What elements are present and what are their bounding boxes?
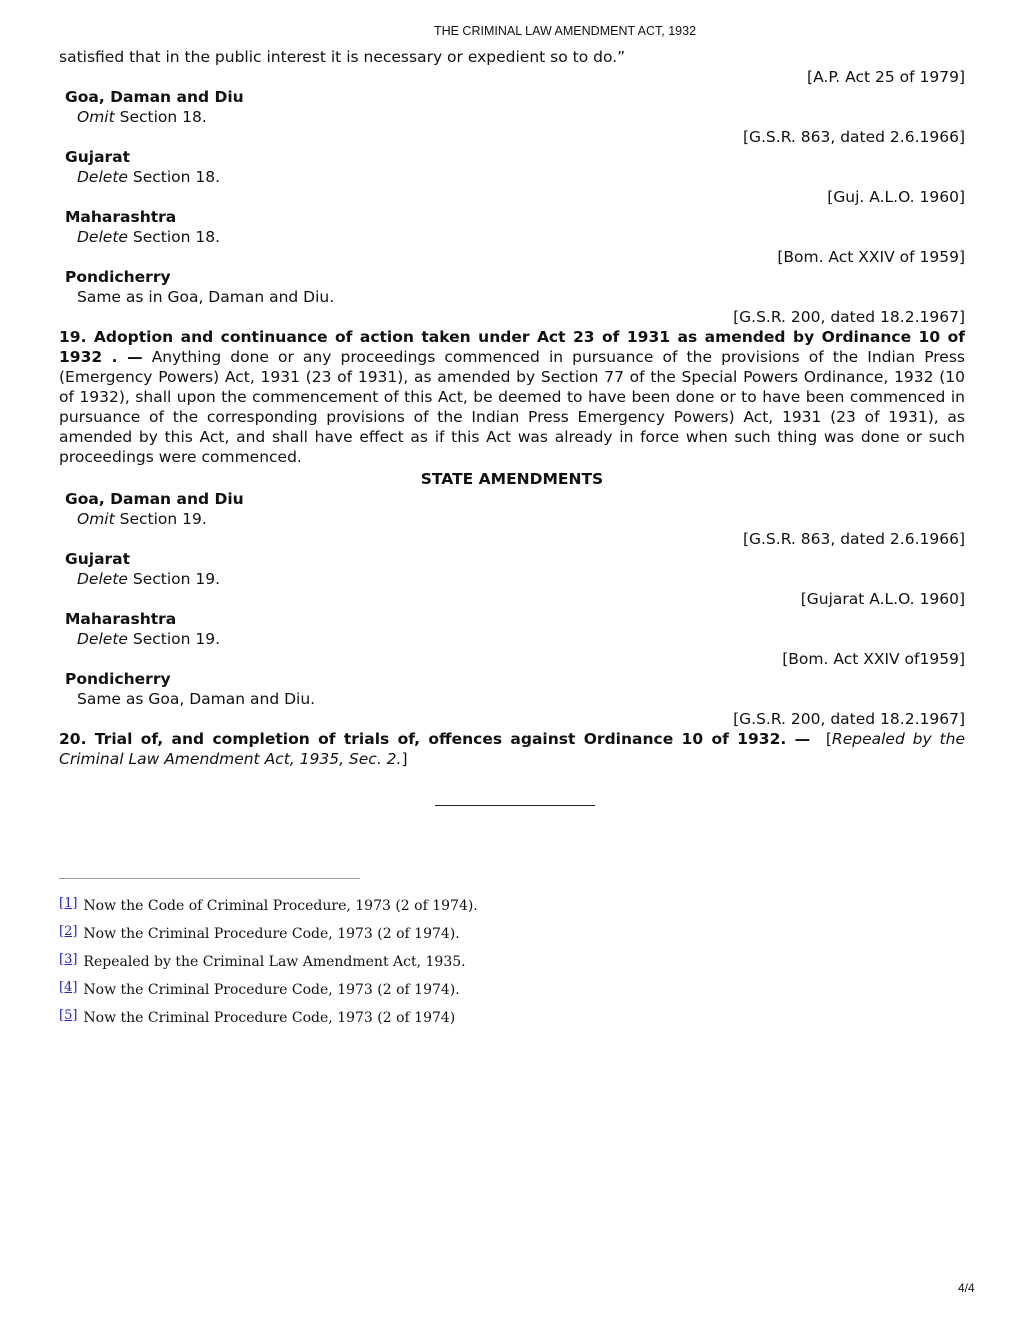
amendment-citation: [Guj. A.L.O. 1960]	[827, 188, 965, 206]
footnote-text: Now the Criminal Procedure Code, 1973 (2 of 1974).	[83, 982, 460, 998]
amendment-action	[59, 287, 965, 307]
intro-citation: [A.P. Act 25 of 1979]	[807, 68, 965, 86]
intro-line: satisfied that in the public interest it is necessary or expedient so to do.”	[59, 48, 626, 66]
state-name: Goa, Daman and Diu	[65, 88, 244, 106]
action-text: Section 18.	[114, 108, 207, 126]
action-verb: Omit	[77, 108, 115, 126]
action-text: Section 19.	[114, 510, 207, 528]
footnote	[59, 1003, 659, 1031]
section-19-heading: 19. Adoption and continuance of action taken under Act 23 of 1931 as amended by Ordinance 10 of 1932 . —	[59, 328, 965, 366]
action-verb: Omit	[77, 510, 115, 528]
amendment-citation: [Bom. Act XXIV of1959]	[782, 650, 965, 668]
page-number: 4/4	[958, 1281, 975, 1295]
amendment-action	[59, 167, 965, 187]
state-amendments-title: STATE AMENDMENTS	[420, 470, 604, 488]
amendment-action	[59, 689, 965, 709]
footnote-text: Now the Criminal Procedure Code, 1973 (2 of 1974)	[83, 1010, 456, 1026]
footnote	[59, 947, 659, 975]
document-body	[59, 47, 965, 769]
section-20-repeal-note: Repealed by the Criminal Law Amendment Act, 1935, Sec. 2.	[59, 730, 965, 768]
footnote	[59, 891, 659, 919]
footnote-link[interactable]: [5]	[59, 1008, 78, 1023]
amendment-citation: [G.S.R. 863, dated 2.6.1966]	[742, 530, 965, 548]
footnote-link[interactable]: [4]	[59, 980, 78, 995]
amendment-citation: [G.S.R. 863, dated 2.6.1966]	[742, 128, 965, 146]
state-name: Maharashtra	[65, 208, 177, 226]
section-19-body: Anything done or any proceedings commenced in pursuance of the provisions of the Indian Press (Emergency Powers) Act, 1931 (23 of 1931), as amended by Section 77 of the Special Powers Ordinance, 1932 (10 of 1932), shall upon the commencement of this Act, be deemed to have been done or to have been commenced in pursuance of the corresponding provisions of the Indian Press Emergency Powers) Act, 1931 (23 of 1931), as amended by this Act, and shall have effect as if this Act was already in force when such thing was done or such proceedings were commenced.	[59, 348, 965, 466]
state-name: Maharashtra	[65, 610, 177, 628]
amendment-citation: [Gujarat A.L.O. 1960]	[800, 590, 965, 608]
action-text: Same as Goa, Daman and Diu.	[77, 690, 316, 708]
amendment-citation: [G.S.R. 200, dated 18.2.1967]	[733, 710, 965, 728]
action-verb: Delete	[77, 168, 128, 186]
section-18-amendments	[59, 87, 965, 327]
action-text: Same as in Goa, Daman and Diu.	[77, 288, 335, 306]
footnote	[59, 919, 659, 947]
footnote-text: Now the Code of Criminal Procedure, 1973 (2 of 1974).	[83, 898, 478, 914]
section-20-heading: 20. Trial of, and completion of trials of, offences against Ordinance 10 of 1932. —	[59, 730, 811, 748]
section-20	[59, 729, 965, 769]
action-verb: Delete	[77, 570, 128, 588]
footnote-link[interactable]: [2]	[59, 924, 78, 939]
amendment-citation: [Bom. Act XXIV of 1959]	[777, 248, 965, 266]
amendment-action	[59, 107, 965, 127]
section-19-amendments	[59, 489, 965, 729]
action-text: Section 18.	[127, 168, 221, 186]
state-name: Gujarat	[65, 550, 131, 568]
amendment-action	[59, 569, 965, 589]
footnotes	[59, 891, 659, 1031]
footnote-text: Now the Criminal Procedure Code, 1973 (2 of 1974).	[83, 926, 460, 942]
section-20-open-bracket: [	[810, 730, 832, 748]
section-20-close-bracket: ]	[401, 750, 408, 768]
end-divider	[435, 805, 595, 806]
action-text: Section 18.	[127, 228, 221, 246]
footnote-link[interactable]: [1]	[59, 896, 78, 911]
footnote-divider	[59, 878, 360, 879]
amendment-citation: [G.S.R. 200, dated 18.2.1967]	[733, 308, 965, 326]
state-name: Pondicherry	[65, 670, 171, 688]
footnote-link[interactable]: [3]	[59, 952, 78, 967]
state-name: Gujarat	[65, 148, 131, 166]
footnote-text: Repealed by the Criminal Law Amendment Act, 1935.	[83, 954, 466, 970]
action-verb: Delete	[77, 630, 128, 648]
amendment-action	[59, 629, 965, 649]
amendment-action	[59, 227, 965, 247]
action-text: Section 19.	[127, 630, 221, 648]
action-text: Section 19.	[127, 570, 221, 588]
page-header: THE CRIMINAL LAW AMENDMENT ACT, 1932	[433, 24, 697, 38]
amendment-action	[59, 509, 965, 529]
action-verb: Delete	[77, 228, 128, 246]
footnote	[59, 975, 659, 1003]
section-19	[59, 327, 965, 467]
state-name: Goa, Daman and Diu	[65, 490, 244, 508]
state-name: Pondicherry	[65, 268, 171, 286]
